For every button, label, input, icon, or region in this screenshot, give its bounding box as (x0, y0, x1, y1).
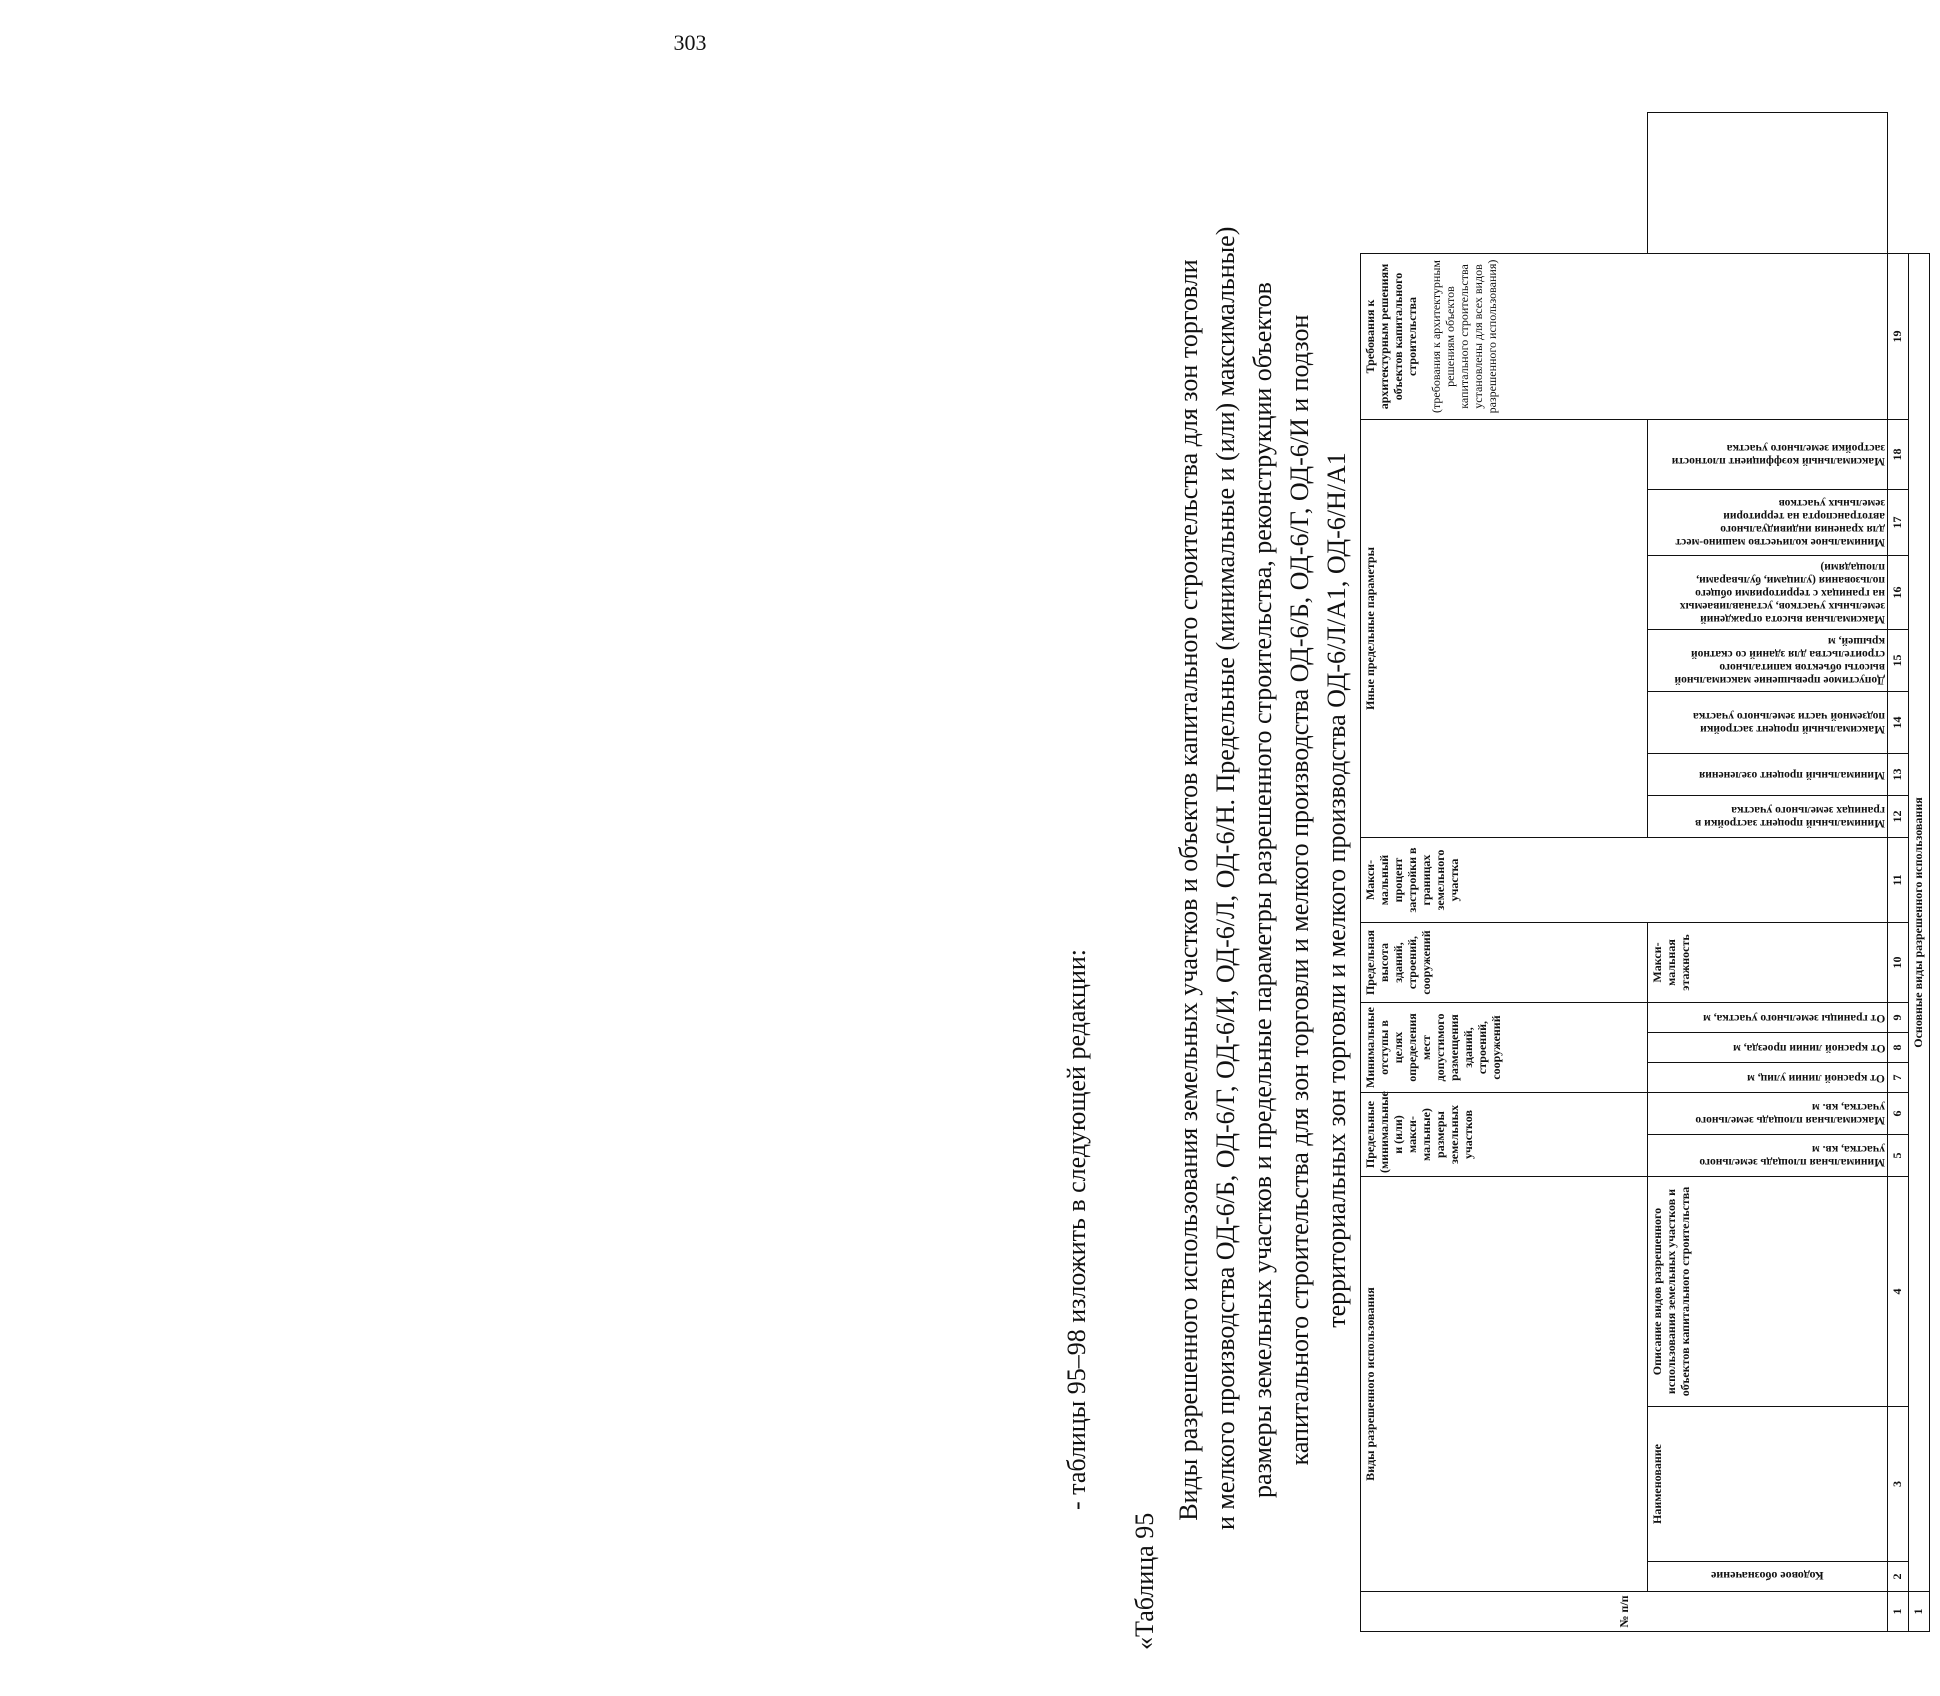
header-cell (1361, 838, 1888, 923)
col-setback-street-header: От красной линии улиц, м (1747, 1072, 1885, 1084)
column-number: 12 (1888, 796, 1909, 838)
col-other-12-header: Минимальный процент застройки в границах земельного участка (1694, 804, 1885, 830)
column-number: 2 (1888, 1562, 1909, 1592)
section-row (1909, 113, 1930, 1632)
header-cell (1648, 490, 1888, 556)
col-requirements-note: (требования к архитектурным решениям объектов капитального строительства установлены для всех видов разрешенного использования) (1429, 259, 1499, 414)
rotated-content (1060, 90, 1940, 1650)
header-cell (1648, 796, 1888, 838)
col-other-17-header: Минимальное количество машино-мест для хранения индивидуального автотранспорта на территории земельных участков (1675, 497, 1885, 549)
header-cell (1648, 420, 1888, 490)
col-name-header: Наименование (1650, 1444, 1664, 1524)
col-floors-header: Макси-мальная этажность (1650, 934, 1692, 991)
col-other-13-header: Минимальный процент озеленения (1699, 769, 1885, 781)
header-cell (1648, 556, 1888, 630)
column-number: 3 (1888, 1407, 1909, 1562)
header-cell (1648, 1003, 1888, 1033)
header-cell (1648, 630, 1888, 692)
header-cell (1361, 923, 1648, 1003)
column-number: 4 (1888, 1177, 1909, 1407)
column-number: 8 (1888, 1033, 1909, 1063)
col-sizes-header: Предельные (минимальные и (или) макси-мальные) размеры земельных участков (1363, 1091, 1475, 1173)
header-cell (1648, 1407, 1888, 1562)
col-height-header: Предельная высота зданий, строений, сооружений (1363, 929, 1433, 996)
column-number: 13 (1888, 754, 1909, 796)
col-min-area-header: Минимальная площадь земельного участка, кв. м (1699, 1143, 1885, 1169)
col-other-16-header: Максимальная высота ограждений земельных участков, устанавливаемых на границах с территориями общего пользования (улицами, бульварами, площадями) (1679, 561, 1885, 625)
column-number: 10 (1888, 923, 1909, 1003)
table-heading (1170, 226, 1355, 1530)
header-cell (1361, 1093, 1648, 1177)
header-cell (1648, 1093, 1888, 1135)
column-number: 17 (1888, 490, 1909, 556)
section-title: Основные виды разрешенного использования (1909, 254, 1930, 1592)
column-number: 15 (1888, 630, 1909, 692)
heading-line: территориальных зон торговли и мелкого производства ОД-6/Л/А1, ОД-6/Н/А1 (1322, 452, 1351, 1328)
header-cell (1648, 754, 1888, 796)
col-other-14-header: Максимальный процент застройки подземной части земельного участка (1692, 710, 1885, 736)
intro-text: - таблицы 95–98 изложить в следующей редакции: (1062, 948, 1091, 1510)
col-max-coverage-header: Макси-мальный процент застройки в границах земельного участка (1363, 847, 1461, 913)
header-cell (1361, 420, 1648, 838)
col-max-area-header: Максимальная площадь земельного участка, кв. м (1695, 1101, 1885, 1127)
column-number: 6 (1888, 1093, 1909, 1135)
heading-line: и мелкого производства ОД-6/Б, ОД-6/Г, ОД-6/И, ОД-6/Л, ОД-6/Н. Предельные (минимальные и (или) максимальные) (1211, 226, 1240, 1530)
header-cell (1361, 1003, 1648, 1093)
column-number: 5 (1888, 1135, 1909, 1177)
column-number: 11 (1888, 838, 1909, 923)
heading-line: Виды разрешенного использования земельных участков и объектов капитального строительства для зон торговли (1174, 259, 1203, 1521)
header-cell (1648, 1562, 1888, 1592)
col-setback-passage-header: От красной линии проезда, м (1732, 1042, 1885, 1054)
header-cell (1361, 1177, 1648, 1592)
column-number: 14 (1888, 692, 1909, 754)
column-number: 16 (1888, 556, 1909, 630)
header-cell (1648, 1135, 1888, 1177)
header-row (1361, 113, 1648, 1632)
header-cell (1648, 923, 1888, 1003)
table-label: «Таблица 95 (1130, 1512, 1159, 1650)
column-number: 19 (1888, 254, 1909, 420)
heading-line: капитального строительства для зон торговли и мелкого производства ОД-6/Б, ОД-6/Г, ОД-6/И и подзон (1285, 314, 1314, 1466)
col-setbacks-header: Минимальные отступы в целях определения мест допустимого размещения зданий, строений, сооружений (1363, 1007, 1503, 1088)
column-number: 1 (1888, 1592, 1909, 1632)
header-cell (1361, 1592, 1888, 1632)
col-other-header: Иные предельные параметры (1363, 547, 1377, 710)
column-number-row (1888, 113, 1909, 1632)
header-cell (1648, 692, 1888, 754)
heading-line: размеры земельных участков и предельные параметры разрешенного строительства, реконструкции объектов (1248, 282, 1277, 1498)
col-requirements-header: Требования к архитектурным решениям объектов капитального строительства (1363, 263, 1419, 410)
col-other-18-header: Максимальный коэффициент плотности застройки земельного участка (1671, 442, 1885, 468)
col-types-header: Виды разрешенного использования (1363, 1287, 1377, 1481)
column-number: 7 (1888, 1063, 1909, 1093)
page-number: 303 (673, 30, 707, 55)
col-other-15-header: Допустимое превышение максимальной высоты объектов капитального строительства для зданий со скатной крышей, м (1674, 635, 1885, 687)
column-number: 9 (1888, 1003, 1909, 1033)
header-cell (1648, 1177, 1888, 1407)
column-number: 18 (1888, 420, 1909, 490)
header-cell-spacer (1648, 113, 1888, 254)
col-no-header: № п/п (1617, 1595, 1631, 1628)
col-code-header: Кодовое обозначение (1711, 1569, 1824, 1584)
header-cell (1361, 254, 1888, 420)
header-cell (1648, 1063, 1888, 1093)
header-cell (1648, 1033, 1888, 1063)
col-setback-boundary-header: От границы земельного участка, м (1702, 1012, 1885, 1024)
permitted-use-table (1360, 112, 1930, 1632)
col-description-header: Описание видов разрешенного использования земельных участков и объектов капитального строительства (1650, 1186, 1692, 1397)
section-row-number: 1 (1909, 1592, 1930, 1632)
